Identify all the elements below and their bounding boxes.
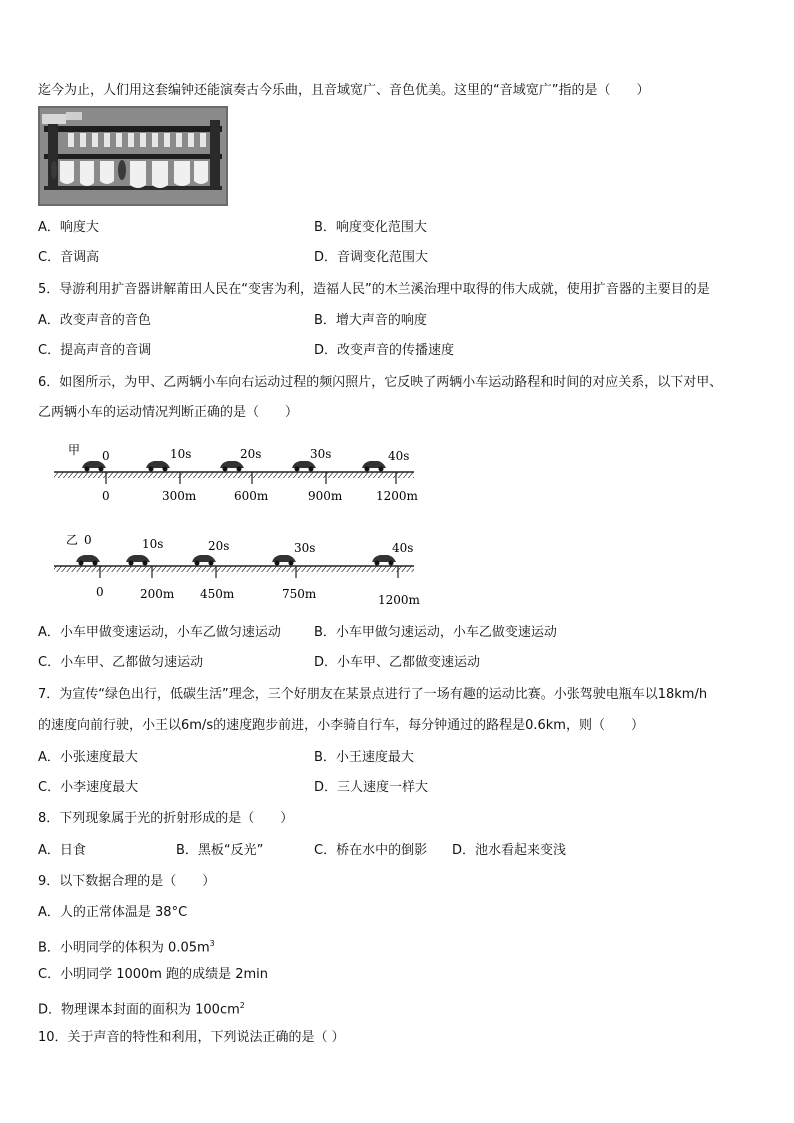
q6-option-b: B．小车甲做匀速运动，小车乙做变速运动 [314, 625, 557, 640]
q8-option-c: C．桥在水中的倒影 [314, 843, 428, 858]
q9-option-b-text: B．小明同学的体积为 0.05m [38, 940, 210, 956]
q4-option-a: A．响度大 [38, 220, 99, 235]
car-a-dist-2: 600m [234, 489, 269, 503]
car-b-time-0: 0 [84, 533, 92, 547]
car-b-dist-4: 1200m [378, 593, 420, 607]
q7-option-b: B．小王速度最大 [314, 750, 414, 765]
q9-option-c: C．小明同学 1000m 跑的成绩是 2min [38, 967, 269, 982]
q5-stem: 5．导游利用扩音器讲解莆田人民在“变害为利，造福人民”的木兰溪治理中取得的伟大成就，使用扩音器的主要目的是 [38, 282, 710, 297]
q7-stem-line2: 的速度向前行驶，小王以6m/s的速度跑步前进，小李骑自行车，每分钟通过的路程是0.6km，则（ ） [38, 718, 644, 733]
q4-option-b: B．响度变化范围大 [314, 220, 427, 235]
car-b-cars [76, 555, 396, 566]
q4-option-c: C．音调高 [38, 250, 100, 265]
car-b-diagram [50, 532, 430, 612]
car-b-car-2 [192, 555, 216, 566]
car-a-time-3: 30s [310, 447, 332, 461]
q9-option-d-text: D．物理课本封面的面积为 100cm [38, 1002, 240, 1018]
car-b-time-2: 20s [208, 539, 230, 553]
q6-stem-line1: 6．如图所示，为甲、乙两辆小车向右运动过程的频闪照片，它反映了两辆小车运动路程和时间的对应关系，以下对甲、 [38, 375, 723, 390]
car-b-dist-3: 750m [282, 587, 317, 601]
car-b-label: 乙 [66, 533, 79, 547]
car-a-label: 甲 [68, 443, 81, 457]
q10-stem: 10．关于声音的特性和利用，下列说法正确的是（ ） [38, 1030, 345, 1045]
car-a-diagram [50, 440, 430, 510]
q7-stem-line1: 7．为宣传“绿色出行，低碳生活”理念，三个好朋友在某景点进行了一场有趣的运动比赛。小张驾驶电瓶车以18km/h [38, 687, 708, 702]
car-a-dist-0: 0 [102, 489, 110, 503]
q4-stem: 迄今为止，人们用这套编钟还能演奏古今乐曲，且音域宽广、音色优美。这里的“音域宽广”指的是（ ） [38, 83, 650, 98]
car-b-car-4 [372, 555, 396, 566]
q8-option-b: B．黑板“反光” [176, 843, 264, 858]
q4-option-d: D．音调变化范围大 [314, 250, 429, 265]
q6-option-c: C．小车甲、乙都做匀速运动 [38, 655, 204, 670]
car-b-dist-1: 200m [140, 587, 175, 601]
road-hatch [54, 472, 414, 478]
car-b-car-0 [76, 555, 100, 566]
q9-option-b-exponent: 3 [209, 939, 215, 948]
car-a-car-2 [220, 461, 244, 472]
car-a-time-2: 20s [240, 447, 262, 461]
car-a-cars [82, 461, 386, 472]
car-a-time-1: 10s [170, 447, 192, 461]
car-a-car-1 [146, 461, 170, 472]
q7-option-a: A．小张速度最大 [38, 750, 138, 765]
q5-option-c: C．提高声音的音调 [38, 343, 152, 358]
car-b-car-3 [272, 555, 296, 566]
car-b-time-1: 10s [142, 537, 164, 551]
q5-option-a: A．改变声音的音色 [38, 313, 151, 328]
car-b-car-1 [126, 555, 150, 566]
q6-option-d: D．小车甲、乙都做变速运动 [314, 655, 481, 670]
bianzhong-illustration [38, 106, 228, 206]
q8-stem: 8．下列现象属于光的折射形成的是（ ） [38, 811, 294, 826]
q6-stem-line2: 乙两辆小车的运动情况判断正确的是（ ） [38, 405, 299, 420]
q5-option-b: B．增大声音的响度 [314, 313, 427, 328]
q7-option-d: D．三人速度一样大 [314, 780, 429, 795]
q9-option-b [38, 935, 215, 957]
car-a-car-3 [292, 461, 316, 472]
car-a-dist-4: 1200m [376, 489, 418, 503]
road-hatch [54, 566, 414, 572]
q9-option-d [38, 997, 245, 1019]
car-b-dist-2: 450m [200, 587, 235, 601]
q9-option-d-exponent: 2 [239, 1001, 245, 1010]
car-b-dist-0: 0 [96, 585, 104, 599]
q9-option-a: A．人的正常体温是 38°C [38, 905, 188, 920]
q7-option-c: C．小李速度最大 [38, 780, 139, 795]
q5-option-d: D．改变声音的传播速度 [314, 343, 455, 358]
q8-option-a: A．日食 [38, 843, 86, 858]
car-a-dist-1: 300m [162, 489, 197, 503]
q8-option-d: D．池水看起来变浅 [452, 843, 567, 858]
car-a-dist-3: 900m [308, 489, 343, 503]
q6-option-a: A．小车甲做变速运动，小车乙做匀速运动 [38, 625, 281, 640]
car-a-time-4: 40s [388, 449, 410, 463]
q9-stem: 9．以下数据合理的是（ ） [38, 874, 216, 889]
car-b-time-4: 40s [392, 541, 414, 555]
car-b-time-3: 30s [294, 541, 316, 555]
car-a-car-4 [362, 461, 386, 472]
car-a-time-0: 0 [102, 449, 110, 463]
bianzhong-photo [38, 106, 228, 206]
